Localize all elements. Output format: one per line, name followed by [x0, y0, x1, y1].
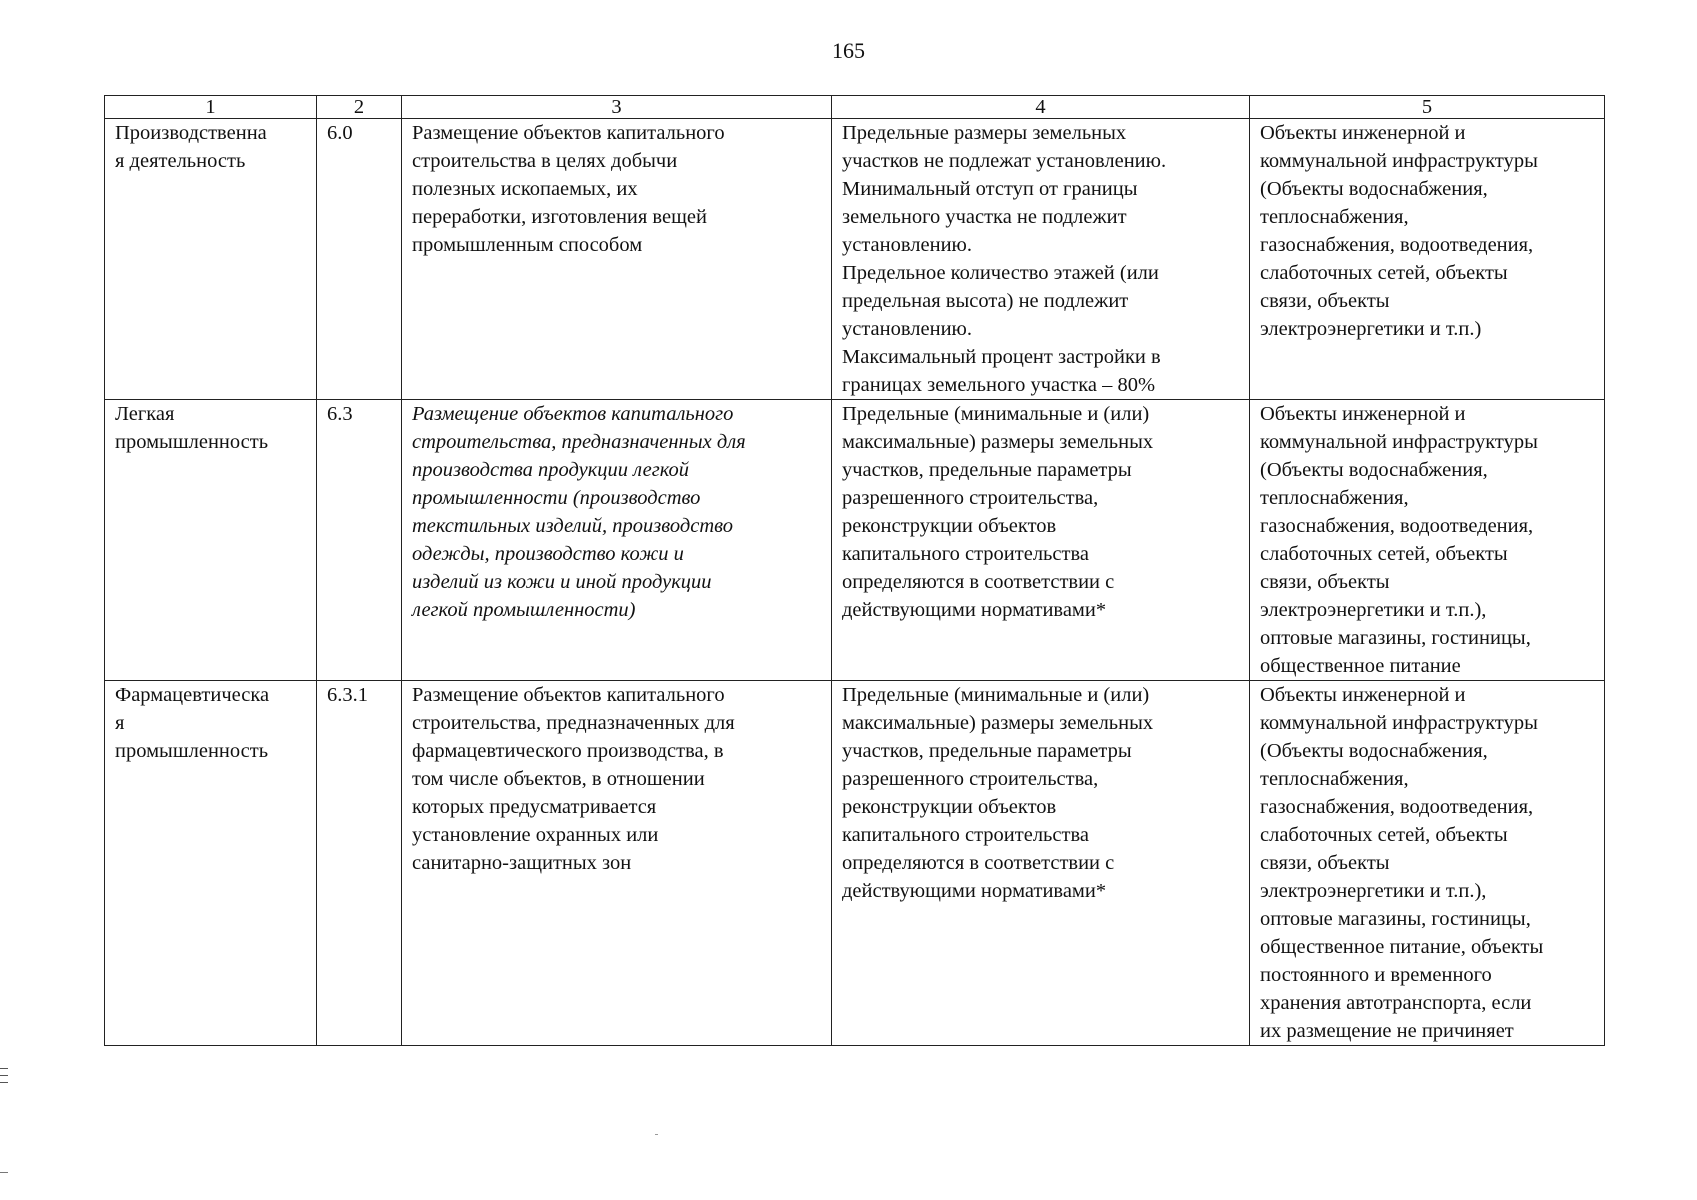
column-header-5: 5: [1250, 96, 1605, 119]
auxiliary-uses: Объекты инженерной и коммунальной инфраструктуры (Объекты водоснабжения, теплоснабжения, газоснабжения, водоотведения, слаботочных сетей, объекты связи, объекты электроэнергетики и т.п.), оптовые магазины, гостиницы, общественное питание: [1260, 403, 1538, 677]
use-name: Легкая промышленность: [115, 403, 269, 453]
use-code: 6.0: [327, 122, 353, 144]
scan-mark: [0, 1075, 8, 1076]
table-row: [105, 400, 1605, 681]
use-code: 6.3.1: [327, 684, 368, 706]
scan-mark: [0, 1082, 8, 1083]
use-parameters: Предельные (минимальные и (или) максимальные) размеры земельных участков, предельные параметры разрешенного строительства, реконструкции объектов капитального строительства определяются в соответствии с действующими нормативами*: [842, 684, 1154, 902]
auxiliary-uses-cell: [1250, 681, 1605, 1046]
table-row: [105, 119, 1605, 400]
use-code-cell: [317, 400, 402, 681]
header-row: [105, 96, 1605, 119]
scan-margin-marks: [0, 1068, 8, 1089]
use-description-cell: [402, 400, 832, 681]
use-name: Производственна я деятельность: [115, 122, 267, 172]
auxiliary-uses-cell: [1250, 119, 1605, 400]
use-description: Размещение объектов капитального строительства, предназначенных для производства продукции легкой промышленности (производство текстильных изделий, производство одежды, производство кожи и изделий из кожи и иной продукции легкой промышленности): [412, 403, 746, 621]
use-code-cell: [317, 681, 402, 1046]
scan-speck: [655, 1134, 658, 1135]
use-name-cell: [105, 681, 317, 1046]
use-parameters-cell: [832, 681, 1250, 1046]
use-parameters: Предельные размеры земельных участков не подлежат установлению. Минимальный отступ от границы земельного участка не подлежит установлению. Предельное количество этажей (или предельная высота) не подлежит установлению. Максимальный процент застройки в границах земельного участка – 80%: [842, 122, 1167, 396]
use-description-cell: [402, 681, 832, 1046]
use-parameters: Предельные (минимальные и (или) максимальные) размеры земельных участков, предельные параметры разрешенного строительства, реконструкции объектов капитального строительства определяются в соответствии с действующими нормативами*: [842, 403, 1154, 621]
scan-mark: [0, 1172, 8, 1173]
auxiliary-uses: Объекты инженерной и коммунальной инфраструктуры (Объекты водоснабжения, теплоснабжения, газоснабжения, водоотведения, слаботочных сетей, объекты связи, объекты электроэнергетики и т.п.): [1260, 122, 1538, 340]
use-name: Фармацевтическа я промышленность: [115, 684, 270, 762]
use-description: Размещение объектов капитального строительства в целях добычи полезных ископаемых, их переработки, изготовления вещей промышленным способом: [412, 122, 725, 256]
use-description: Размещение объектов капитального строительства, предназначенных для фармацевтического производства, в том числе объектов, в отношении которых предусматривается установление охранных или санитарно-защитных зон: [412, 684, 735, 874]
page-number: 165: [832, 38, 865, 63]
column-header-2: 2: [317, 96, 402, 119]
use-name-cell: [105, 400, 317, 681]
use-parameters-cell: [832, 119, 1250, 400]
use-code-cell: [317, 119, 402, 400]
use-code: 6.3: [327, 403, 353, 425]
use-description-cell: [402, 119, 832, 400]
column-header-4: 4: [832, 96, 1250, 119]
table-row: [105, 681, 1605, 1046]
column-header-1: 1: [105, 96, 317, 119]
column-header-3: 3: [402, 96, 832, 119]
auxiliary-uses-cell: [1250, 400, 1605, 681]
use-parameters-cell: [832, 400, 1250, 681]
scan-mark: [0, 1068, 8, 1069]
auxiliary-uses: Объекты инженерной и коммунальной инфраструктуры (Объекты водоснабжения, теплоснабжения, газоснабжения, водоотведения, слаботочных сетей, объекты связи, объекты электроэнергетики и т.п.), оптовые магазины, гостиницы, общественное питание, объекты постоянного и временного хранения автотранспорта, если их размещение не причиняет: [1260, 684, 1544, 1042]
land-use-table: [104, 95, 1605, 1046]
use-name-cell: [105, 119, 317, 400]
